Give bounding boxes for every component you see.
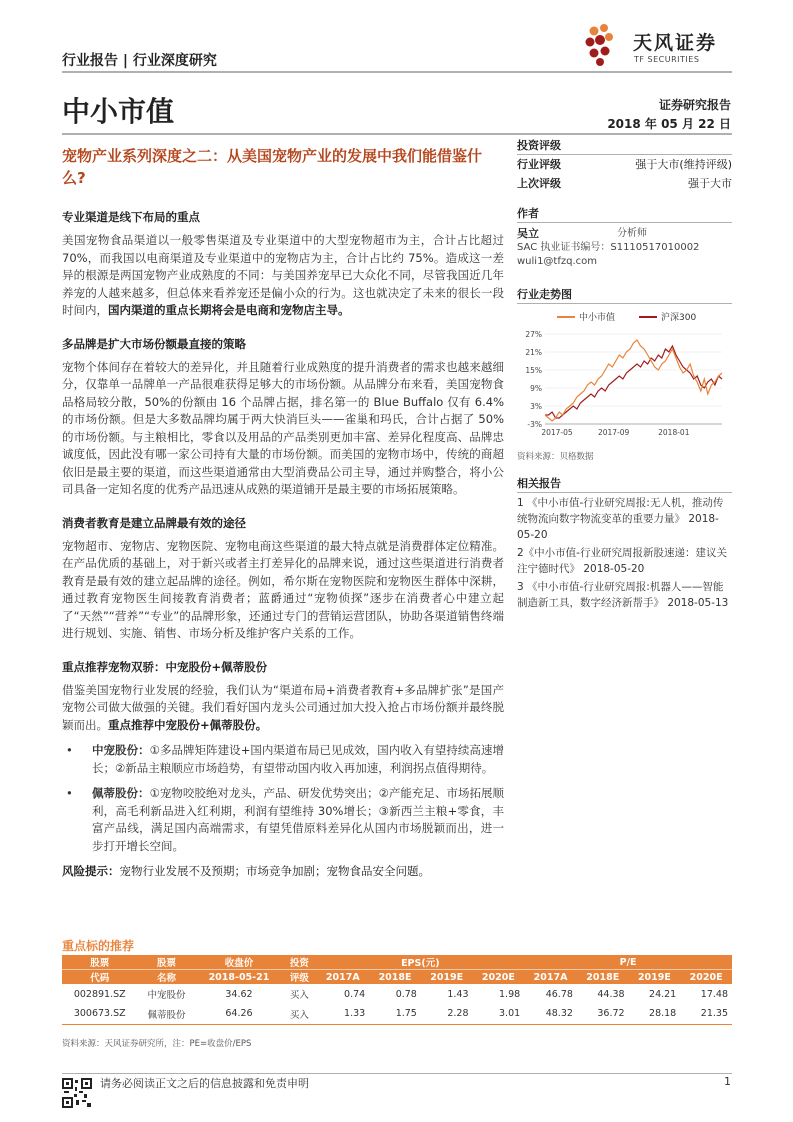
table-header: 2017A	[524, 970, 577, 985]
logo-english: TF SECURITIES	[634, 55, 700, 64]
y-tick-label: 3%	[530, 402, 542, 411]
table-cell: 买入	[289, 990, 309, 1001]
table-header: 股票	[138, 955, 196, 970]
disclaimer: 请务必阅读正文之后的信息披露和免责申明	[100, 1077, 309, 1090]
author-block	[517, 206, 732, 269]
table-header: 2018E	[577, 970, 629, 985]
emphasis-text: 重点推荐中宠股份+佩蒂股份。	[108, 717, 268, 732]
table-cell: 佩蒂股份	[138, 1004, 196, 1024]
analyst-license: SAC 执业证书编号：S1110517010002	[517, 242, 700, 253]
trend-heading-block	[517, 287, 732, 304]
series-line-hs300	[545, 346, 722, 418]
table-header: 代码	[62, 970, 138, 985]
report-type: 证券研究报告	[658, 98, 731, 112]
table-header: 收盘价	[196, 955, 283, 970]
industry-trend-chart	[517, 306, 732, 441]
table-header: 2019E	[421, 970, 473, 985]
y-tick-label: -3%	[527, 420, 542, 429]
table-cell: 44.38	[597, 988, 625, 1000]
x-tick-label: 2018-01	[658, 428, 690, 437]
table-cell: 300673.SZ	[62, 1004, 138, 1024]
related-report-link[interactable]: 1 《中小市值-行业研究周报:无人机，推动传统物流向数字物流变革的重要力量》 2018-05-20	[517, 497, 724, 541]
table-cell: 21.35	[680, 1004, 732, 1024]
rating-heading: 投资评级	[517, 139, 561, 152]
logo-name: 天风证券	[633, 32, 718, 54]
section-paragraph: 借鉴美国宠物行业发展的经验，我们认为“渠道布局+消费者教育+多品牌扩张”是国产宠物公司做大做强的关键。我们看好国内龙头公司通过加大投入抢占市场份额并最终脱颖而出。重点推荐中宠股份+佩蒂股份。	[62, 682, 504, 732]
related-heading: 相关报告	[517, 477, 561, 490]
table-header: 名称	[138, 970, 196, 985]
table-cell: 17.48	[700, 988, 728, 1000]
chart-source: 资料来源：贝格数据	[517, 452, 594, 462]
table-cell: 46.78	[545, 988, 573, 1000]
page-number: 1	[724, 1075, 731, 1088]
bullet-item: • 中宠股份：①多品牌矩阵建设+国内渠道布局已见成效，国内收入有望持续高速增长；②新品主粮顺应市场趋势，有望带动国内收入再加速，利润拐点值得期待。	[66, 743, 504, 775]
table-header: 评级	[282, 970, 316, 985]
table-cell: 36.72	[577, 1004, 629, 1024]
table-header: 股票	[62, 955, 138, 970]
table-header: 2019E	[629, 970, 681, 985]
industry-rating-row: 行业评级 强于大市(维持评级)	[517, 158, 732, 171]
y-tick-label: 21%	[525, 348, 542, 357]
table-header: 2018E	[369, 970, 421, 985]
table-cell: 28.18	[629, 1004, 681, 1024]
header-divider	[62, 71, 732, 73]
table-header-row	[62, 970, 732, 985]
analyst-role: 分析师	[617, 228, 647, 239]
section-paragraph: 宠物个体间存在着较大的差异化，并且随着行业成熟度的提升消费者的需求也越来越细分，仅靠单一品牌单一产品很难获得足够大的市场份额。从品牌分布来看，美国宠物食品格局较分散，50%的份额由 16 个品牌占据，排名第一的 Blue Buffalo 仅有 6.4%的市场份额。但是大多数品牌均属于两大快消巨头——雀巢和玛氏，合计占据了 50%的市场份额。与主粮相比，零食以及用品的产品类别更加丰富、差异化程度高、品牌忠诚度低，因此没有哪一家公司持有大量的市场份额。而美国的宠物市场中，传统的商超依旧是最主要的渠道，而这些渠道通常由大型消费品公司主导，通过并购整合，将小公司具备一定知名度的优秀产品迅速从成熟的渠道铺开是最主要的市场拓展策略。	[62, 359, 504, 496]
table-header: 2017A	[316, 970, 369, 985]
table-cell: 中宠股份	[147, 990, 186, 1001]
related-report-link[interactable]: 2《中小市值-行业研究周报新股速递：建议关注宁德时代》 2018-05-20	[517, 547, 727, 575]
analyst-row	[517, 227, 732, 241]
table-cell: 3.01	[473, 1004, 525, 1024]
section-heading: 重点推荐宠物双骄：中宠股份+佩蒂股份	[62, 659, 268, 674]
legend-label: 中小市值	[579, 313, 616, 323]
report-date: 2018 年 05 月 22 日	[607, 117, 731, 131]
stock-bullets	[62, 742, 504, 855]
table-header: 投资	[282, 955, 316, 970]
emphasis-text: 国内渠道的重点长期将会是电商和宠物店主导。	[108, 303, 350, 317]
bullet-dot-icon: •	[66, 743, 73, 757]
bullet-dot-icon: •	[66, 786, 73, 800]
table-cell: 002891.SZ	[73, 988, 126, 1000]
section-paragraph: 美国宠物食品渠道以一般零售渠道及专业渠道中的大型宠物超市为主，合计占比超过 70%，而我国以电商渠道及专业渠道中的宠物店为主，合计占比约 75%。造成这一差异的根源是两国宠物产业成熟度的不同：与美国养宠早已大众化不同，尽管我国近几年养宠的人越来越多，但总体来看养宠还是偏小众的行为。这也就决定了未来的很长一段时间内，国内渠道的重点长期将会是电商和宠物店主导。	[62, 233, 504, 317]
table-title: 重点标的推荐	[62, 939, 135, 953]
section-paragraph: 宠物超市、宠物店、宠物医院、宠物电商这些渠道的最大特点就是消费群体定位精准。在产品优质的基础上，对于新兴或者主打差异化的品牌来说，通过这些渠道进行消费者教育是最有效的建立起品牌的途径。例如，希尔斯在宠物医院和宠物医生群体中深耕，通过教育宠物医生间接教育消费者；蓝爵通过“宠物侦探”逐步在消费者心中建立起了“天然”“营养”“专业”的品牌形象，还通过专门的营销运营团队，协助各渠道销售终端进行规划、实施、销售、市场分析及维护客户关系的工作。	[62, 538, 504, 640]
table-cell: 0.78	[395, 988, 417, 1000]
table-cell: 34.62	[225, 988, 253, 1000]
table-cell: 1.43	[447, 988, 469, 1000]
footer-divider	[62, 1073, 732, 1074]
section-heading: 多品牌是扩大市场份额最直接的策略	[62, 336, 246, 351]
y-tick-label: 9%	[530, 384, 542, 393]
divider	[517, 492, 732, 493]
recommendation-table	[62, 955, 732, 1025]
table-cell: 1.33	[316, 1004, 369, 1024]
table-cell: 0.74	[344, 988, 366, 1000]
table-cell: 48.32	[524, 1004, 577, 1024]
table-cell: 1.98	[499, 988, 521, 1000]
legend-label: 沪深300	[661, 313, 697, 323]
x-tick-label: 2017-09	[597, 428, 630, 437]
title-divider	[62, 133, 732, 135]
table-cell: 2.28	[421, 1004, 473, 1024]
x-tick-label: 2017-05	[541, 428, 573, 437]
sector-title: 中小市值	[62, 95, 175, 128]
table-header: EPS(元)	[316, 955, 524, 970]
table-header: 2018-05-21	[196, 970, 283, 985]
table-header: 2020E	[473, 970, 525, 985]
qr-code-icon[interactable]	[62, 1078, 92, 1108]
risk-warning: 风险提示：宠物行业发展不及预期；市场竞争加剧；宠物食品安全问题。	[62, 864, 430, 878]
section-heading: 消费者教育是建立品牌最有效的途径	[62, 515, 246, 530]
logo-flower-icon	[586, 24, 614, 66]
analyst-email[interactable]: wuli1@tfzq.com	[517, 256, 598, 267]
bullet-item: • 佩蒂股份：①宠物咬胶绝对龙头，产品、研发优势突出；②产能充足、市场拓展顺利，高毛利新品进入红利期，利润有望维持 30%增长；③新西兰主粮+零食，丰富产品线，满足国内高端需求，有望凭借原料差异化从国内市场脱颖而出，进一步打开增长空间。	[66, 786, 504, 853]
author-heading: 作者	[517, 207, 539, 220]
y-tick-label: 27%	[525, 330, 542, 339]
related-block	[517, 476, 732, 613]
table-cell: 24.21	[649, 988, 677, 1000]
table-header-row	[62, 955, 732, 970]
divider	[517, 222, 732, 223]
table-cell: 64.26	[196, 1004, 283, 1024]
table-header: 2020E	[680, 970, 732, 985]
section-heading: 专业渠道是线下布局的重点	[62, 210, 200, 224]
table-cell: 1.75	[369, 1004, 421, 1024]
last-rating-row: 上次评级 强于大市	[517, 177, 732, 190]
main-column	[62, 145, 504, 881]
trend-heading: 行业走势图	[517, 288, 572, 301]
rating-block	[517, 138, 732, 193]
report-category: 行业报告 | 行业深度研究	[62, 53, 217, 69]
analyst-name: 吴立	[517, 227, 539, 240]
table-note: 资料来源：天风证券研究所，注：PE=收盘价/EPS	[62, 1039, 252, 1049]
y-tick-label: 15%	[525, 366, 542, 375]
related-report-link[interactable]: 3 《中小市值-行业研究周报:机器人——智能制造新工具，数字经济新帮手》 2018-05-13	[517, 581, 729, 609]
table-row	[62, 1004, 732, 1024]
table-cell: 买入	[282, 1004, 316, 1024]
report-headline: 宠物产业系列深度之二：从美国宠物产业的发展中我们能借鉴什么?	[62, 147, 483, 187]
table-row	[62, 984, 732, 1004]
divider	[517, 303, 732, 304]
table-header: P/E	[524, 955, 732, 970]
